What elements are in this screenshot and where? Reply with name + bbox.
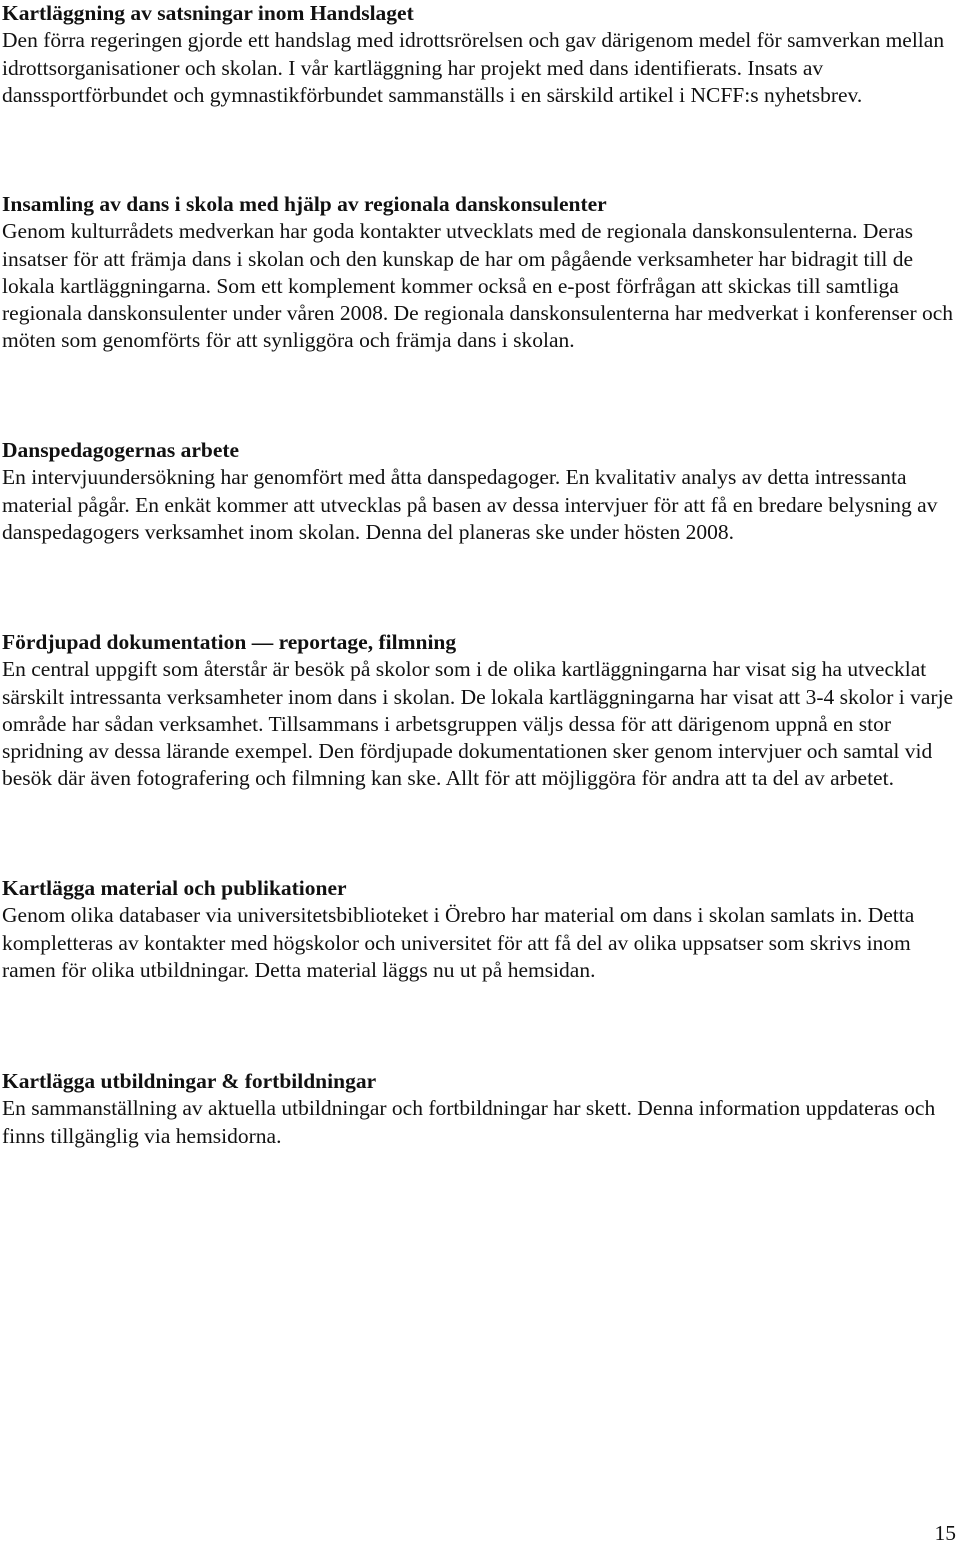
section-dance-teachers-work (2, 437, 958, 546)
section-heading: Danspedagogernas arbete (2, 438, 240, 462)
section-text: En intervjuundersökning har genomfört med åtta danspedagoger. En kvalitativ analys av detta intressanta material pågår. En enkät kommer att utvecklas på basen av dessa intervjuer för att få en bredare belysning av danspedagogers verksamhet inom skolan. Denna del planeras ske under hösten 2008. (2, 465, 938, 544)
section-heading: Kartlägga utbildningar & fortbildningar (2, 1069, 377, 1093)
section-text: Genom kulturrådets medverkan har goda kontakter utvecklats med de regionala danskonsulenterna. Deras insatser för att främja dans i skolan och den kunskap de har om pågående verksamheter har bidragit till de lokala kartläggningarna. Som ett komplement kommer också en e-post förfrågan att skickas till samtliga regionala danskonsulenter under våren 2008. De regionala danskonsulenterna har medverkat i konferenser och möten som genomförts för att synliggöra och främja dans i skolan. (2, 219, 954, 353)
section-heading: Insamling av dans i skola med hjälp av regionala danskonsulenter (2, 192, 607, 216)
section-heading: Kartlägga material och publikationer (2, 876, 347, 900)
section-education-training (2, 1068, 958, 1150)
section-text: Den förra regeringen gjorde ett handslag med idrottsrörelsen och gav därigenom medel för samverkan mellan idrottsorganisationer och skolan. I vår kartläggning har projekt med dans identifierats. Insats av danssportförbundet och gymnastikförbundet sammanställs i en särskild artikel i NCFF:s nyhetsbrev. (2, 28, 945, 107)
section-heading: Fördjupad dokumentation — reportage, filmning (2, 630, 457, 654)
section-in-depth-documentation (2, 629, 958, 793)
section-heading: Kartläggning av satsningar inom Handslaget (2, 1, 414, 25)
page-number: 15 (934, 1521, 956, 1545)
section-regional-dance-consultants (2, 191, 958, 355)
section-text: En sammanställning av aktuella utbildningar och fortbildningar har skett. Denna information uppdateras och finns tillgänglig via hemsidorna. (2, 1096, 936, 1148)
section-text: En central uppgift som återstår är besök på skolor som i de olika kartläggningarna har visat sig ha utvecklat särskilt intressanta verksamheter inom dans i skolan. De lokala kartläggningarna har visat att 3-4 skolor i varje område har sådan verksamhet. Tillsammans i arbetsgruppen väljs dessa för att därigenom uppnå en stor spridning av dessa lärande exempel. Den fördjupade dokumentationen sker genom intervjuer och samtal vid besök där även fotografering och filmning kan ske. Allt för att möjliggöra för andra att ta del av arbetet. (2, 657, 954, 791)
section-text: Genom olika databaser via universitetsbiblioteket i Örebro har material om dans i skolan samlats in. Detta kompletteras av kontakter med högskolor och universitet för att få del av olika uppsatser som skrivs inom ramen för olika utbildningar. Detta material läggs nu ut på hemsidan. (2, 903, 915, 982)
section-handslaget (2, 0, 958, 109)
section-materials-publications (2, 875, 958, 984)
